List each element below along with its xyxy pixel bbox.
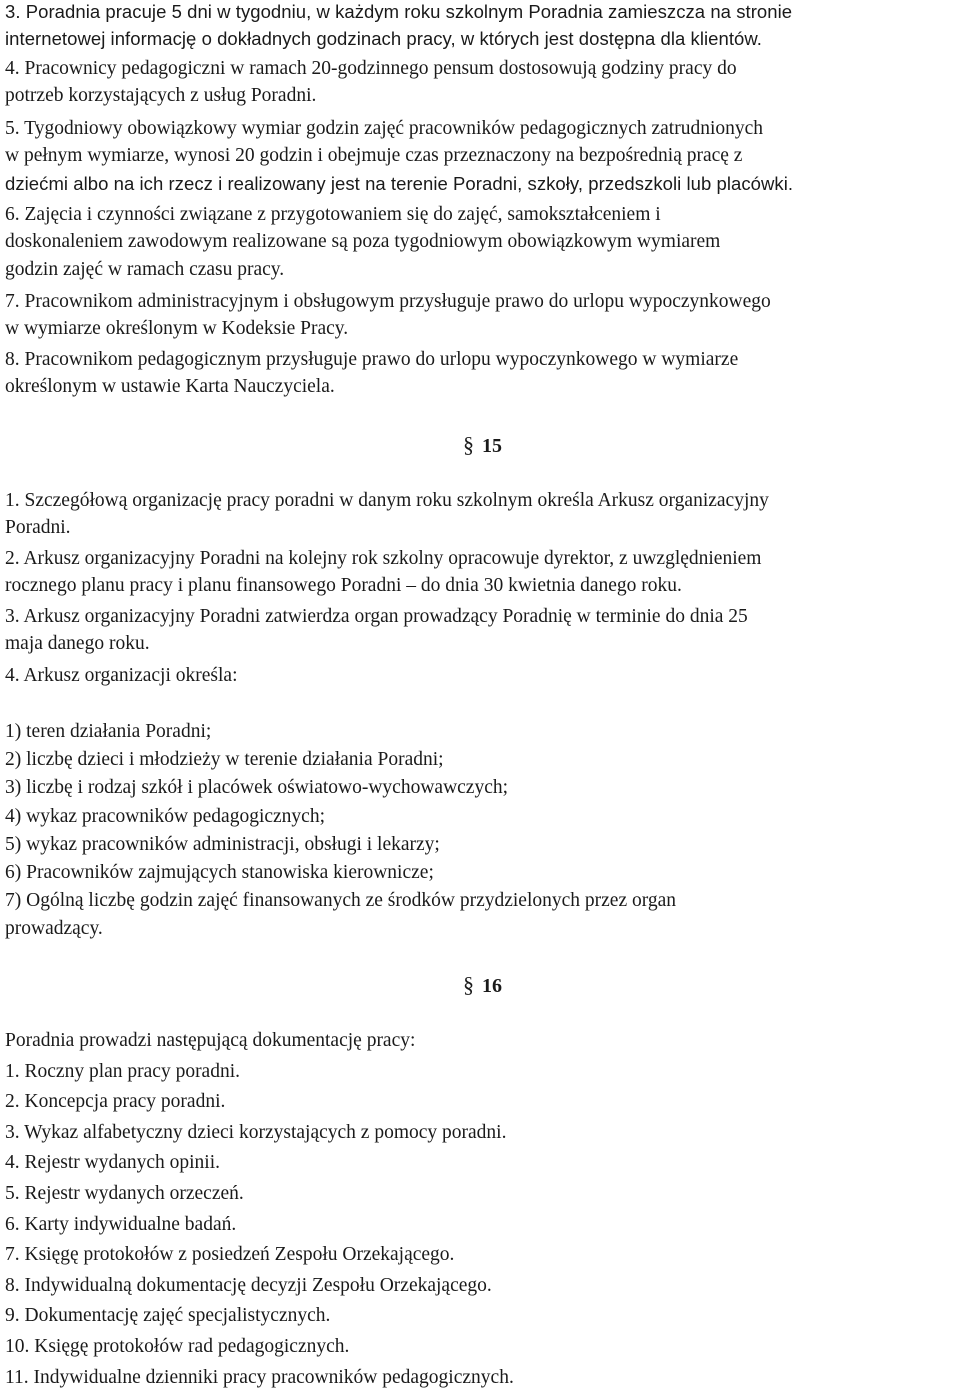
paragraph-text: Poradni. [5, 517, 71, 539]
paragraph-15-4 [5, 662, 958, 689]
paragraph-text: dziećmi albo na ich rzecz i realizowany jest na terenie Poradni, szkoły, przedszkoli lub placówki. [5, 172, 794, 194]
paragraph-text: Szczegółową organizację pracy poradni w danym roku szkolnym określa Arkusz organizacyjny [24, 490, 769, 511]
paragraph-number: 2. [5, 548, 20, 569]
list-item: 7. Księgę protokołów z posiedzeń Zespołu Orzekającego. [5, 1244, 455, 1266]
paragraph-text: Pracownicy pedagogiczni w ramach 20-godzinnego pensum dostosowują godziny pracy do [24, 58, 737, 79]
list-item: 4) wykaz pracowników pedagogicznych; [5, 805, 326, 827]
section-number: 16 [482, 975, 502, 997]
paragraph-text: Arkusz organizacyjny Poradni zatwierdza organ prowadzący Poradnię w terminie do dnia 25 [23, 606, 748, 627]
list-item: 2) liczbę dzieci i młodzieży w terenie działania Poradni; [5, 749, 444, 771]
list-item: prowadzący. [5, 918, 103, 940]
paragraph-15-1 [5, 487, 958, 542]
paragraph-number: 6. [5, 204, 20, 225]
list-intro: Poradnia prowadzi następującą dokumentację pracy: [5, 1030, 416, 1051]
paragraph-text: w wymiarze określonym w Kodeksie Pracy. [5, 318, 349, 340]
paragraph-text: Poradnia pracuje 5 dni w tygodniu, w każdym roku szkolnym Poradnia zamieszcza na stronie [25, 1, 793, 22]
list-item: 11. Indywidualne dzienniki pracy pracowników pedagogicznych. [5, 1366, 514, 1388]
paragraph-number: 7. [5, 291, 20, 312]
paragraph-number: 1. [5, 490, 20, 511]
paragraph-text: godzin zajęć w ramach czasu pracy. [5, 258, 285, 280]
list-item: 2. Koncepcja pracy poradni. [5, 1091, 226, 1113]
list-item: 3) liczbę i rodzaj szkół i placówek oświatowo-wychowawczych; [5, 777, 509, 799]
paragraph-text: doskonaleniem zawodowym realizowane są poza tygodniowym obowiązkowym wymiarem [5, 231, 721, 253]
paragraph-text: maja danego roku. [5, 633, 150, 655]
section-sign: § [463, 432, 474, 457]
paragraph-15-3 [5, 603, 958, 658]
paragraph-text: rocznego planu pracy i planu finansowego Poradni – do dnia 30 kwietnia danego roku. [5, 575, 682, 597]
list-item: 5. Rejestr wydanych orzeczeń. [5, 1182, 244, 1204]
paragraph-text: Arkusz organizacji określa: [23, 665, 238, 686]
paragraph-number: 3. [5, 606, 20, 627]
paragraph-6 [5, 201, 958, 283]
paragraph-text: Zajęcia i czynności związane z przygotowaniem się do zajęć, samokształceniem i [24, 204, 661, 225]
section-heading-15 [463, 432, 523, 459]
list-item: 5) wykaz pracowników administracji, obsługi i lekarzy; [5, 833, 440, 855]
list-item: 10. Księgę protokołów rad pedagogicznych. [5, 1335, 350, 1357]
paragraph-number: 8. [5, 349, 20, 370]
paragraph-text: internetowej informację o dokładnych godzinach pracy, w których jest dostępna dla klientów. [5, 28, 762, 50]
paragraph-text: Pracownikom pedagogicznym przysługuje prawo do urlopu wypoczynkowego w wymiarze [24, 349, 739, 370]
paragraph-text: potrzeb korzystających z usług Poradni. [5, 85, 317, 107]
paragraph-3 [5, 0, 958, 53]
list-item: 7) Ogólną liczbę godzin zajęć finansowanych ze środków przydzielonych przez organ [5, 890, 677, 912]
paragraph-text: Arkusz organizacyjny Poradni na kolejny rok szkolny opracowuje dyrektor, z uwzględnieniem [23, 548, 762, 569]
paragraph-4 [5, 55, 958, 110]
list-item: 9. Dokumentację zajęć specjalistycznych. [5, 1305, 331, 1327]
arkusz-list [5, 718, 676, 944]
paragraph-text: Tygodniowy obowiązkowy wymiar godzin zajęć pracowników pedagogicznych zatrudnionych [24, 118, 764, 139]
paragraph-15-2 [5, 545, 958, 600]
section-number: 15 [482, 435, 502, 457]
list-item: 1. Roczny plan pracy poradni. [5, 1060, 241, 1082]
dokumentacja-list [5, 1026, 514, 1393]
paragraph-8 [5, 346, 958, 401]
paragraph-number: 4. [5, 58, 20, 79]
list-item: 3. Wykaz alfabetyczny dzieci korzystających z pomocy poradni. [5, 1121, 507, 1143]
list-item: 6) Pracowników zajmujących stanowiska kierownicze; [5, 861, 434, 883]
paragraph-5 [5, 115, 958, 197]
list-item: 6. Karty indywidualne badań. [5, 1213, 237, 1235]
paragraph-7 [5, 288, 958, 343]
paragraph-text: Pracownikom administracyjnym i obsługowym przysługuje prawo do urlopu wypoczynkowego [24, 291, 771, 312]
list-item: 8. Indywidualną dokumentację decyzji Zespołu Orzekającego. [5, 1274, 492, 1296]
section-sign: § [463, 972, 474, 997]
paragraph-text: określonym w ustawie Karta Nauczyciela. [5, 376, 335, 398]
paragraph-number: 4. [5, 665, 20, 686]
list-item: 4. Rejestr wydanych opinii. [5, 1152, 221, 1174]
paragraph-number: 3. [5, 1, 21, 22]
list-item: 1) teren działania Poradni; [5, 721, 212, 742]
paragraph-text: w pełnym wymiarze, wynosi 20 godzin i obejmuje czas przeznaczony na bezpośrednią pracę z [5, 145, 743, 167]
section-heading-16 [463, 972, 523, 999]
paragraph-number: 5. [5, 118, 20, 139]
